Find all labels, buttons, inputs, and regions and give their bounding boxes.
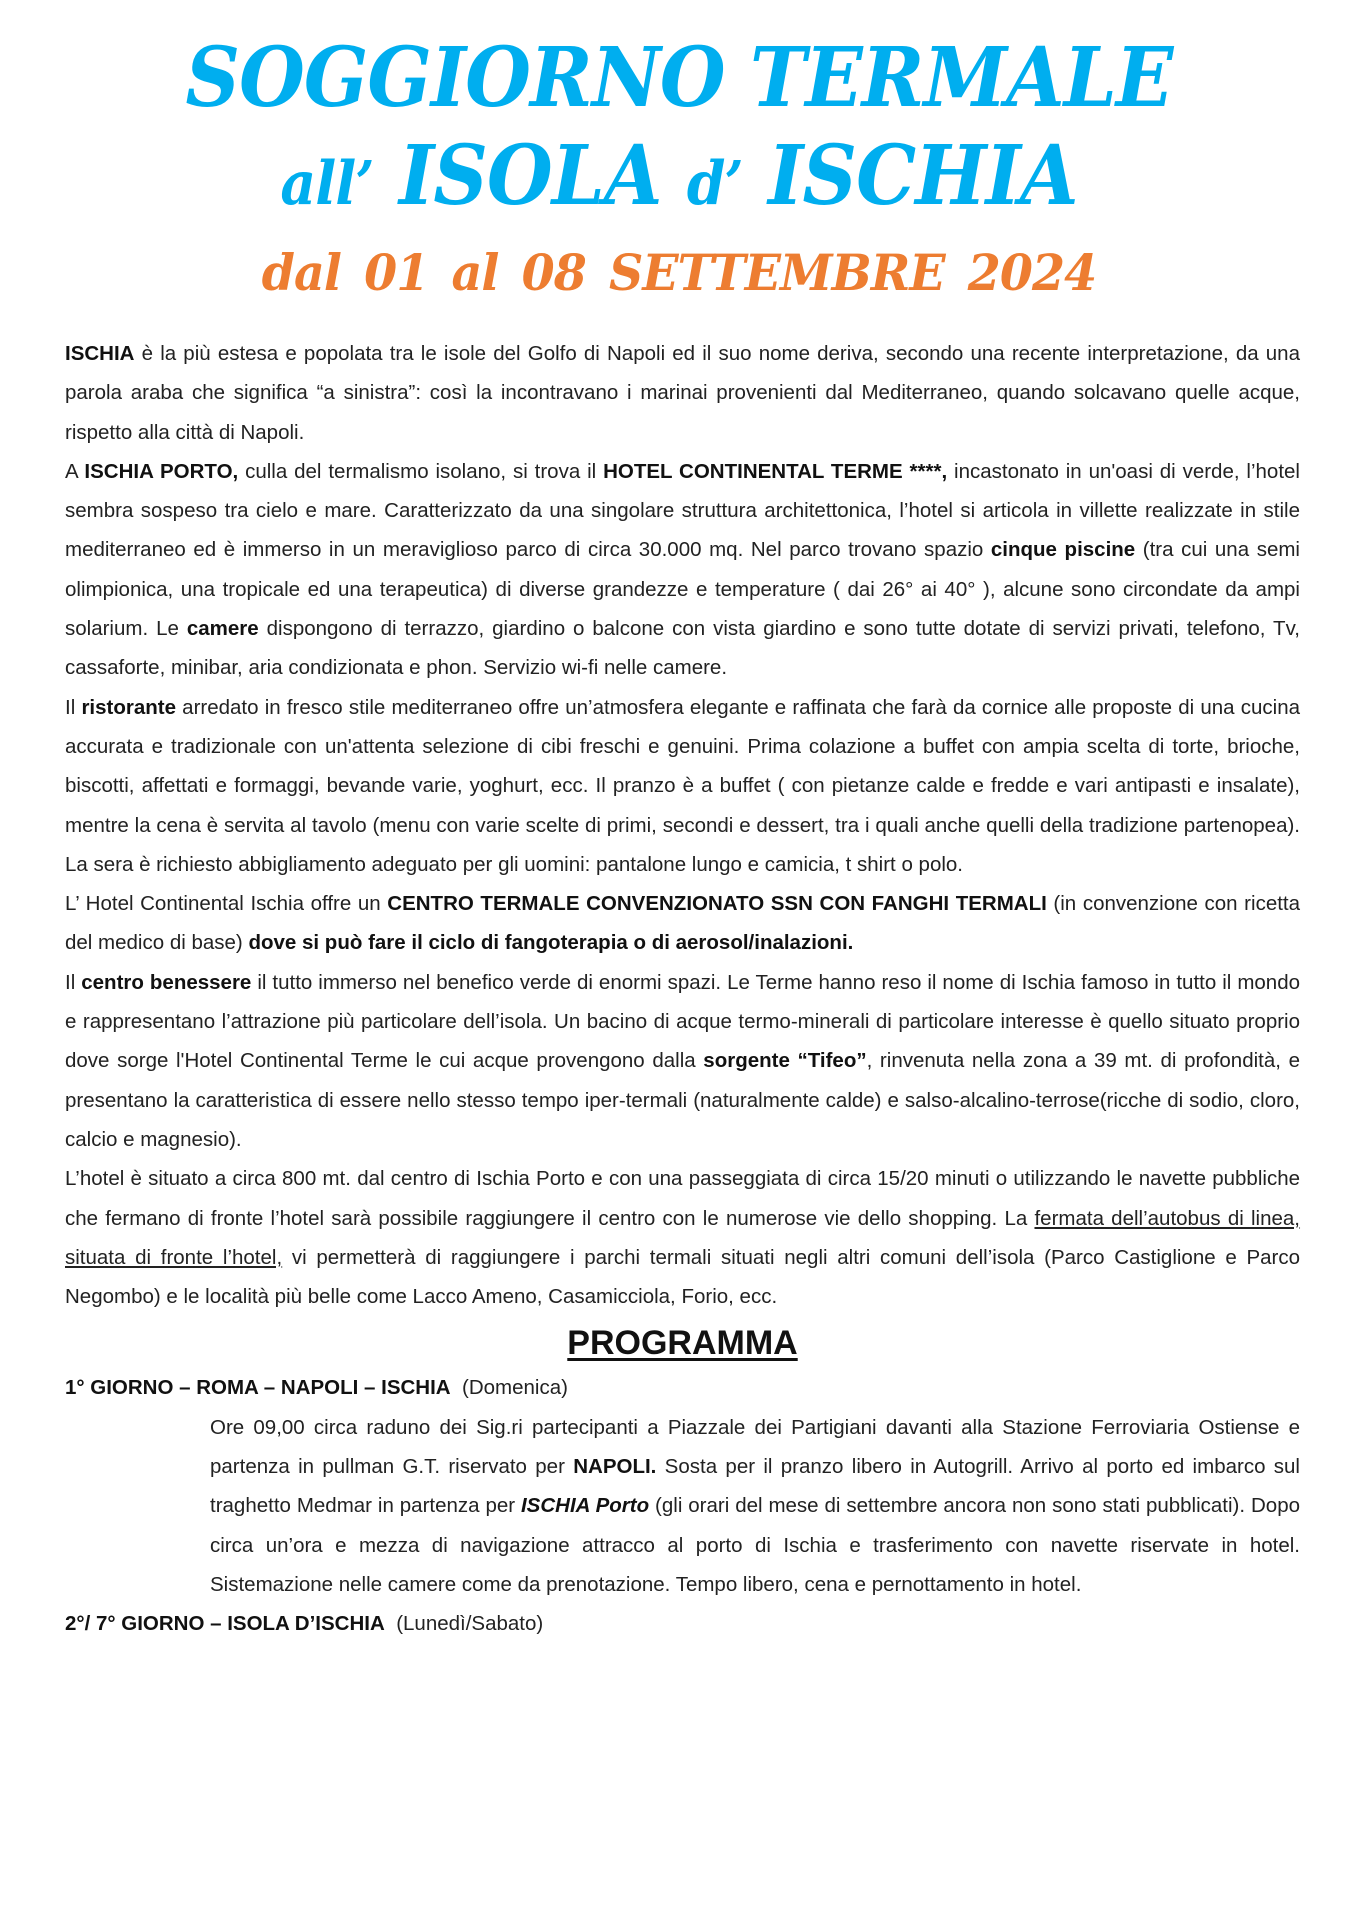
title-line-2 [54, 126, 1303, 234]
wellness-paragraph [65, 963, 1300, 1159]
text: (in convenzione con ricetta del medico di base) [65, 892, 1301, 955]
text: culla del termalismo isolano, si trova il [238, 459, 604, 483]
text: , rinvenuta nella zona a 39 mt. di profondità, e presentano la caratteristica di essere nello stesso tempo iper-termali (naturalmente calde) e salso-alcalino-terrose(ricche di sodio, cloro, calcio e magnesio). [65, 1049, 1300, 1151]
text: Ore 09,00 circa raduno dei Sig.ri partecipanti a Piazzale dei Partigiani davanti alla Stazione Ferroviaria Ostiense e partenza in pullman G.T. riservato per [210, 1415, 1300, 1479]
text: arredato in fresco stile mediterraneo offre un’atmosfera elegante e raffinata che farà da cornice alle proposte di una cucina accurata e tradizionale con un'attenta selezione di cibi freschi e genuini. Prima colazione a buffet con ampia scelta di torte, brioche, biscotti, affettati e formaggi, bevande varie, yoghurt, ecc. Il pranzo è a buffet ( con pietanze calde e fredde e vari antipasti e insalate), mentre la cena è servita al tavolo (menu con varie scelte di primi, secondi e dessert, tra i quali anche quelli della tradizione partenopea). La sera è richiesto abbigliamento adeguato per gli uomini: pantalone lungo e camicia, t shirt o polo. [65, 695, 1300, 876]
document-body [65, 334, 1300, 1644]
date-range: dal 01 al 08 SETTEMBRE 2024 [261, 243, 1097, 302]
text: Il [65, 970, 82, 994]
title-ischia: ISCHIA [768, 128, 1078, 224]
title-all: all’ [280, 149, 374, 219]
programma-heading: PROGRAMMA [567, 1324, 798, 1363]
day-1-title: 1° GIORNO – ROMA – NAPOLI – ISCHIA [65, 1376, 451, 1400]
bold-ischia-porto: ISCHIA PORTO, [84, 459, 239, 483]
text: vi permetterà di raggiungere i parchi termali situati negli altri comuni dell’isola (Parco Castiglione e Parco Negombo) e le località più belle come Lacco Ameno, Casamicciola, Forio, ecc. [65, 1245, 1300, 1309]
restaurant-paragraph [65, 688, 1300, 884]
text: L’ Hotel Continental Ischia offre un [65, 892, 388, 916]
text: L’hotel è situato a circa 800 mt. dal centro di Ischia Porto e con una passeggiata di circa 15/20 minuti o utilizzando le navette pubbliche che fermano di fronte l’hotel sarà possibile raggiungere il centro con le numerose vie dello shopping. La [65, 1167, 1300, 1230]
text: (tra cui una semi olimpionica, una tropicale ed una terapeutica) di diverse grandezze e temperature ( dai 26° ai 40° ), alcune sono circondate da ampi solarium. Le [65, 538, 1300, 641]
text: A [65, 459, 85, 483]
bold-ischia: ISCHIA [65, 342, 135, 365]
text: (gli orari del mese di settembre ancora non sono stati pubblicati). Dopo circa un’ora e mezza di navigazione attracco al porto di Ischia e trasferimento con navette riservate in hotel. Sistemazione nelle camere come da prenotazione. Tempo libero, cena e pernottamento in hotel. [210, 1494, 1300, 1596]
day-1-heading [65, 1368, 1300, 1407]
bold-sorgente-tifeo: sorgente “Tifeo” [703, 1049, 867, 1073]
thermal-center-paragraph [65, 884, 1300, 963]
day-1-weekday: (Domenica) [462, 1376, 568, 1400]
hotel-paragraph [65, 452, 1300, 688]
bold-cinque-piscine: cinque piscine [990, 538, 1136, 562]
bold-centro-benessere: centro benessere [81, 970, 252, 994]
bold-napoli: NAPOLI. [573, 1455, 657, 1479]
bold-ristorante: ristorante [81, 695, 176, 719]
title-d: d’ [686, 149, 743, 219]
title-isola: ISOLA [399, 128, 662, 224]
day-2-7-heading [65, 1604, 1300, 1643]
text: Il [65, 695, 82, 719]
intro-paragraph-ischia [65, 334, 1300, 452]
text: il tutto immerso nel benefico verde di enormi spazi. Le Terme hanno reso il nome di Ischia famoso in tutto il mondo e rappresentano l’attrazione più particolare dell’isola. Un bacino di acque termo-minerali di particolare interesse è quello situato proprio dove sorge l'Hotel Continental Terme le cui acque provengono dalla [65, 970, 1301, 1073]
text: dispongono di terrazzo, giardino o balcone con vista giardino e sono tutte dotate di servizi privati, telefono, Tv, cassaforte, minibar, aria condizionata e phon. Servizio wi-fi nelle camere. [65, 617, 1301, 680]
bold-centro-termale: CENTRO TERMALE CONVENZIONATO SSN CON FANGHI TERMALI [387, 892, 1047, 916]
text: Sosta per il pranzo libero in Autogrill. Arrivo al porto ed imbarco sul traghetto Medmar in partenza per [210, 1455, 1300, 1518]
text: è la più estesa e popolata tra le isole del Golfo di Napoli ed il suo nome deriva, secondo una recente interpretazione, da una parola araba che significa “a sinistra”: così la incontravano i marinai provenienti dal Mediterraneo, quando solcavano quelle acque, rispetto alla città di Napoli. [65, 342, 1300, 444]
day-2-7-title: 2°/ 7° GIORNO – ISOLA D’ISCHIA [65, 1612, 385, 1636]
day-2-7-weekday: (Lunedì/Sabato) [396, 1612, 544, 1636]
title-line-1: SOGGIORNO TERMALE [185, 30, 1173, 126]
bold-camere: camere [186, 617, 259, 641]
bold-fangoterapia: dove si può fare il ciclo di fangoterapia o di aerosol/inalazioni. [248, 931, 854, 955]
location-paragraph [65, 1159, 1300, 1316]
day-1-description [210, 1408, 1300, 1604]
underlined-bus-stop: fermata dell’autobus di linea, situata di fronte l’hotel, [65, 1206, 1301, 1269]
bold-hotel-name: HOTEL CONTINENTAL TERME ****, [603, 459, 948, 483]
bold-italic-ischia-porto: ISCHIA Porto [520, 1494, 650, 1518]
text: incastonato in un'oasi di verde, l’hotel sembra sospeso tra cielo e mare. Caratterizzato da una singolare struttura architettonica, l’hotel si articola in villette realizzate in stile mediterraneo ed è immerso in un meraviglioso parco di circa 30.000 mq. Nel parco trovano spazio [65, 459, 1300, 562]
